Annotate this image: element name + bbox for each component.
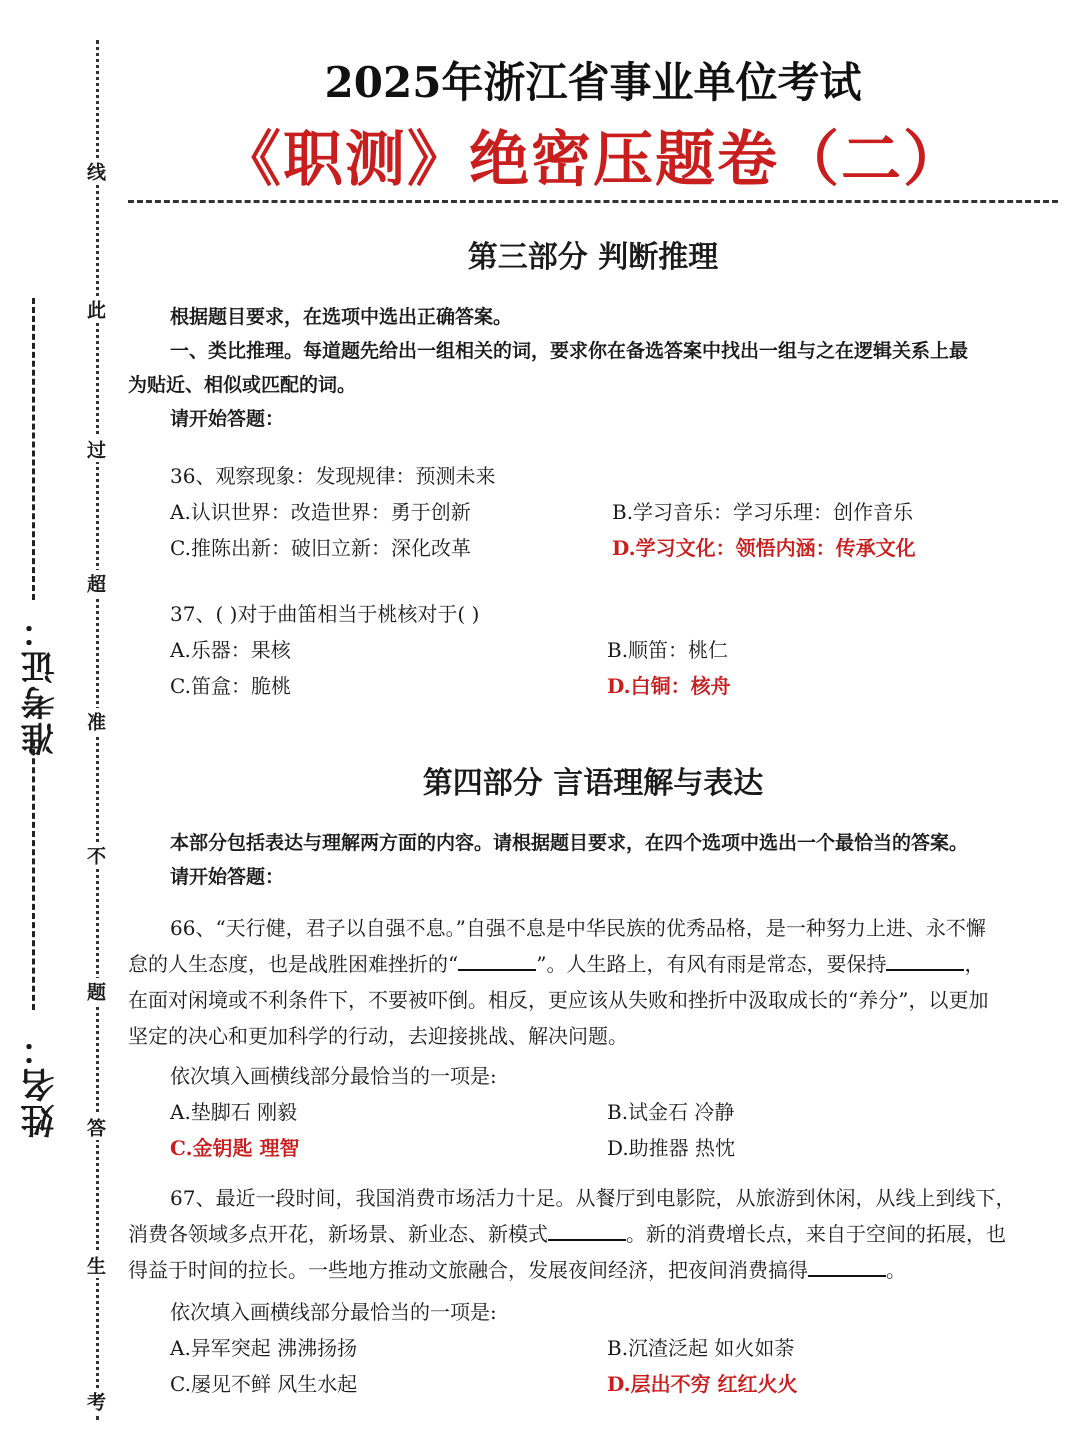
id-label: 准考证： (21, 612, 61, 756)
header-divider (128, 200, 1058, 203)
binding-char: 答 (86, 1114, 108, 1140)
q66-option-a: A.垫脚石 刚毅 (170, 1100, 298, 1124)
q67-passage (128, 1180, 1058, 1288)
binding-char: 此 (86, 296, 108, 322)
q66-option-d: D.助推器 热忱 (607, 1136, 736, 1160)
q67-line3 (128, 1252, 1058, 1288)
binding-char: 线 (86, 158, 108, 184)
q66-text: ， (964, 952, 985, 976)
part3-heading: 第三部分 判断推理 (467, 240, 719, 275)
binding-char: 生 (86, 1252, 108, 1278)
q66-option-b: B.试金石 冷静 (607, 1100, 735, 1124)
name-fill-line (32, 740, 35, 1010)
q36-option-a: A.认识世界：改造世界：勇于创新 (170, 500, 471, 524)
q66-passage (128, 910, 1058, 1054)
q67-option-a: A.异军突起 沸沸扬扬 (170, 1336, 358, 1360)
blank-line (886, 949, 964, 971)
binding-char: 超 (86, 570, 108, 596)
q36-option-b: B.学习音乐：学习乐理：创作音乐 (612, 500, 914, 524)
binding-char: 考 (86, 1388, 108, 1414)
q67-option-d-answer: D.层出不穷 红红火火 (607, 1372, 798, 1396)
q37-stem: 37、( )对于曲笛相当于桃核对于( ) (170, 602, 480, 626)
q66-line3: 在面对闲境或不利条件下，不要被吓倒。相反，更应该从失败和挫折中汲取成长的“养分”，以更加 (128, 988, 989, 1012)
q66-line1: 66、“天行健，君子以自强不息。”自强不息是中华民族的优秀品格，是一种努力上进、永不懈 (170, 916, 986, 940)
q67-line2 (128, 1216, 1058, 1252)
binding-char: 过 (86, 436, 108, 462)
part3-instr2a: 一、类比推理。每道题先给出一组相关的词，要求你在备选答案中找出一组与之在逻辑关系上最 (170, 340, 969, 362)
q36-stem: 36、观察现象：发现规律：预测未来 (170, 464, 496, 488)
part3-start: 请开始答题： (170, 408, 285, 430)
part4-instr1: 本部分包括表达与理解两方面的内容。请根据题目要求，在四个选项中选出一个最恰当的答案。 (170, 832, 969, 854)
part3-instructions (128, 300, 1058, 436)
binding-char: 题 (86, 978, 108, 1004)
q66-text: 怠的人生态度，也是战胜困难挫折的“ (128, 952, 459, 976)
id-fill-line (32, 298, 35, 600)
name-label: 姓名： (21, 1030, 61, 1138)
q66-line4: 坚定的决心和更加科学的行动，去迎接挑战、解决问题。 (128, 1024, 628, 1048)
part4-heading: 第四部分 言语理解与表达 (422, 766, 764, 801)
q67-prompt: 依次填入画横线部分最恰当的一项是: (170, 1300, 497, 1324)
part4-instructions (128, 826, 1058, 894)
q37-option-d-answer: D.白铜：核舟 (607, 674, 731, 698)
q67-text: 。 (886, 1258, 906, 1282)
q37-option-c: C.笛盒：脆桃 (170, 674, 291, 698)
q66-text: ”。人生路上，有风有雨是常态，要保持 (536, 952, 887, 976)
binding-char: 不 (86, 842, 108, 868)
q66-line2 (128, 946, 1058, 982)
q36-option-d-answer: D.学习文化：领悟内涵：传承文化 (612, 536, 916, 560)
part3-instr2b: 为贴近、相似或匹配的词。 (128, 374, 357, 396)
q37-option-a: A.乐器：果核 (170, 638, 291, 662)
part3-instr1: 根据题目要求，在选项中选出正确答案。 (170, 306, 513, 328)
q37-option-b: B.顺笛：桃仁 (607, 638, 729, 662)
binding-char: 准 (86, 708, 108, 734)
q66-option-c-answer: C.金钥匙 理智 (170, 1136, 300, 1160)
q66-prompt: 依次填入画横线部分最恰当的一项是: (170, 1064, 497, 1088)
exam-title: 2025年浙江省事业单位考试 (324, 58, 862, 107)
q67-text: 。新的消费增长点，来自于空间的拓展，也 (626, 1222, 1006, 1246)
blank-line (548, 1219, 626, 1241)
q36-option-c: C.推陈出新：破旧立新：深化改革 (170, 536, 471, 560)
q67-text: 得益于时间的拉长。一些地方推动文旅融合，发展夜间经济，把夜间消费搞得 (128, 1258, 808, 1282)
blank-line (808, 1255, 886, 1277)
q67-option-c: C.屡见不鲜 风生水起 (170, 1372, 358, 1396)
part4-start: 请开始答题： (170, 866, 285, 888)
q67-line1: 67、最近一段时间，我国消费市场活力十足。从餐厅到电影院，从旅游到休闲，从线上到线下， (170, 1186, 1016, 1210)
q67-option-b: B.沉渣泛起 如火如荼 (607, 1336, 795, 1360)
exam-subtitle: 《职测》绝密压题卷（二） (221, 125, 965, 195)
q67-text: 消费各领域多点开花，新场景、新业态、新模式 (128, 1222, 548, 1246)
blank-line (458, 949, 536, 971)
